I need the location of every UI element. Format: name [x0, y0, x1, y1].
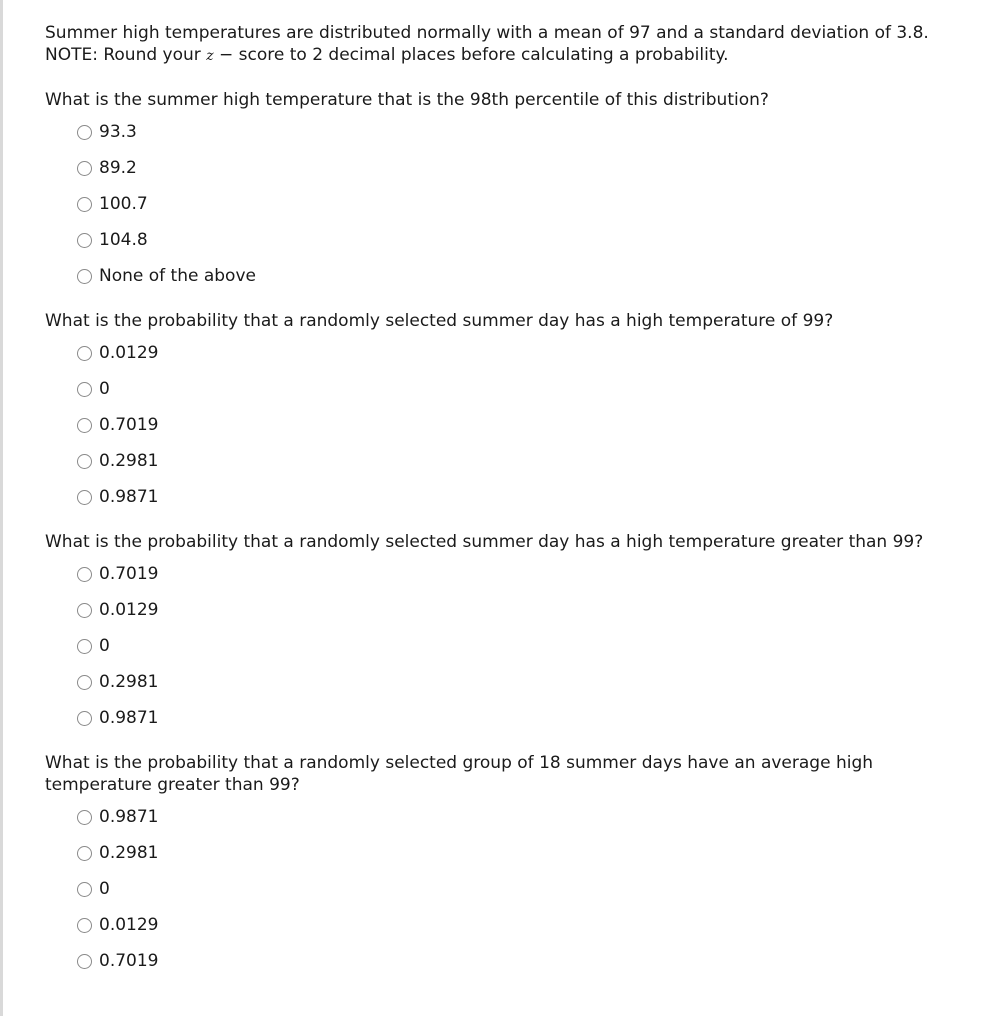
option-label: None of the above	[99, 266, 256, 286]
radio-button-icon[interactable]	[77, 846, 92, 861]
radio-button-icon[interactable]	[77, 954, 92, 969]
option-label: 0.2981	[99, 451, 159, 471]
option-label: 0.9871	[99, 487, 159, 507]
radio-button-icon[interactable]	[77, 675, 92, 690]
answer-option[interactable]	[77, 186, 965, 222]
option-label: 0.0129	[99, 600, 159, 620]
answer-option[interactable]	[77, 556, 965, 592]
option-label: 0.7019	[99, 951, 159, 971]
option-label: 0.0129	[99, 343, 159, 363]
option-label: 0	[99, 379, 110, 399]
answer-option[interactable]	[77, 835, 965, 871]
question-text: What is the probability that a randomly selected summer day has a high temperature of 99?	[45, 311, 834, 331]
answer-option[interactable]	[77, 943, 965, 979]
question-1	[45, 89, 965, 294]
answer-option[interactable]	[77, 443, 965, 479]
radio-button-icon[interactable]	[77, 711, 92, 726]
z-variable: z	[206, 48, 214, 64]
option-label: 0.9871	[99, 708, 159, 728]
radio-button-icon[interactable]	[77, 125, 92, 140]
radio-button-icon[interactable]	[77, 918, 92, 933]
radio-button-icon[interactable]	[77, 418, 92, 433]
quiz-content	[45, 22, 965, 995]
radio-button-icon[interactable]	[77, 639, 92, 654]
option-label: 0.2981	[99, 843, 159, 863]
option-label: 93.3	[99, 122, 137, 142]
radio-button-icon[interactable]	[77, 490, 92, 505]
rounding-note	[45, 44, 965, 67]
answer-option[interactable]	[77, 258, 965, 294]
radio-button-icon[interactable]	[77, 197, 92, 212]
answer-options	[45, 114, 965, 294]
radio-button-icon[interactable]	[77, 269, 92, 284]
answer-option[interactable]	[77, 907, 965, 943]
question-3	[45, 531, 965, 736]
answer-option[interactable]	[77, 407, 965, 443]
option-label: 0	[99, 879, 110, 899]
question-2	[45, 310, 965, 515]
problem-description: Summer high temperatures are distributed normally with a mean of 97 and a standard deviation of 3.8.	[45, 23, 929, 43]
answer-option[interactable]	[77, 664, 965, 700]
option-label: 100.7	[99, 194, 148, 214]
option-label: 0.7019	[99, 415, 159, 435]
answer-option[interactable]	[77, 628, 965, 664]
radio-button-icon[interactable]	[77, 603, 92, 618]
radio-button-icon[interactable]	[77, 454, 92, 469]
radio-button-icon[interactable]	[77, 161, 92, 176]
question-4	[45, 752, 965, 979]
answer-option[interactable]	[77, 222, 965, 258]
answer-option[interactable]	[77, 371, 965, 407]
radio-button-icon[interactable]	[77, 233, 92, 248]
answer-option[interactable]	[77, 871, 965, 907]
question-text: What is the summer high temperature that is the 98th percentile of this distribution?	[45, 90, 769, 110]
radio-button-icon[interactable]	[77, 567, 92, 582]
option-label: 0	[99, 636, 110, 656]
radio-button-icon[interactable]	[77, 382, 92, 397]
option-label: 0.2981	[99, 672, 159, 692]
minus-sign: −	[213, 45, 239, 65]
answer-option[interactable]	[77, 592, 965, 628]
answer-options	[45, 335, 965, 515]
answer-options	[45, 799, 965, 979]
answer-option[interactable]	[77, 335, 965, 371]
answer-options	[45, 556, 965, 736]
radio-button-icon[interactable]	[77, 882, 92, 897]
question-text: What is the probability that a randomly selected group of 18 summer days have an average high temperature greater than 99?	[45, 753, 874, 795]
option-label: 104.8	[99, 230, 148, 250]
left-border	[0, 0, 3, 1016]
note-prefix: NOTE: Round your	[45, 45, 207, 65]
radio-button-icon[interactable]	[77, 810, 92, 825]
answer-option[interactable]	[77, 150, 965, 186]
note-suffix: score to 2 decimal places before calculating a probability.	[238, 45, 729, 65]
option-label: 0.0129	[99, 915, 159, 935]
option-label: 0.9871	[99, 807, 159, 827]
option-label: 89.2	[99, 158, 137, 178]
radio-button-icon[interactable]	[77, 346, 92, 361]
answer-option[interactable]	[77, 700, 965, 736]
option-label: 0.7019	[99, 564, 159, 584]
answer-option[interactable]	[77, 799, 965, 835]
answer-option[interactable]	[77, 114, 965, 150]
problem-statement	[45, 22, 965, 67]
answer-option[interactable]	[77, 479, 965, 515]
question-text: What is the probability that a randomly selected summer day has a high temperature greater than 99?	[45, 532, 924, 552]
